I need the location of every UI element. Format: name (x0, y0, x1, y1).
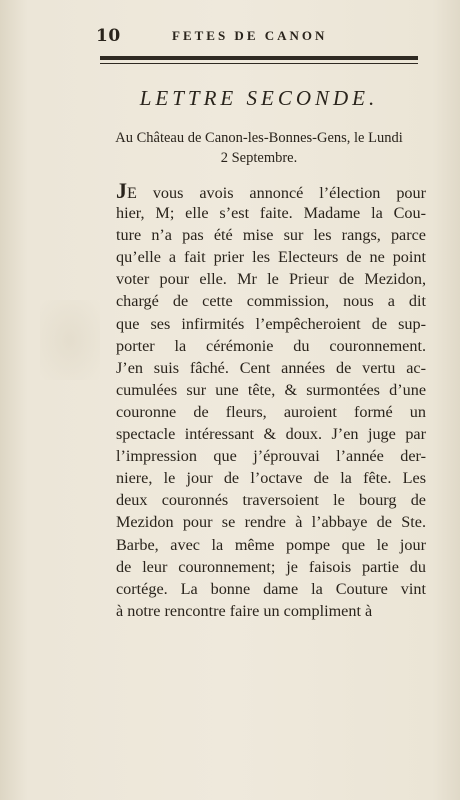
header-rule-thick (100, 56, 418, 60)
page-number: 10 (96, 26, 121, 46)
body-line-15: deux couronnés traversoient le bourg de (116, 491, 426, 510)
body-line-16: Mezidon pour se rendre à l’abbaye de Ste. (116, 513, 426, 532)
body-line-1-text: E vous avois annoncé l’élection pour (127, 184, 426, 202)
paper-stain (40, 300, 100, 380)
body-line-11: couronne de fleurs, auroient formé un (116, 402, 426, 421)
body-line-9: J’en suis fâché. Cent années de vertu ac- (116, 358, 426, 377)
body-line-13: l’impression que j’éprouvai l’année der- (116, 447, 426, 466)
letter-dateline (96, 128, 422, 168)
body-line-20: à notre rencontre faire un compliment à (116, 601, 373, 620)
body-line-19: cortége. La bonne dame la Couture vint (116, 579, 426, 598)
page-header (96, 26, 414, 46)
body-line-6: chargé de cette commission, nous a dit (116, 292, 426, 311)
body-line-14: niere, le jour de l’octave de la fête. Les (116, 469, 426, 488)
body-line-1 (116, 180, 426, 202)
dateline-line-1: Au Château de Canon-les-Bonnes-Gens, le Lundi (115, 130, 403, 146)
letter-title: LETTRE SECONDE. (139, 86, 379, 110)
body-line-10: cumulées sur une tête, & surmontées d’une (116, 380, 426, 399)
body-line-12: spectacle intéressant & doux. J’en juge par (116, 425, 426, 444)
header-rule-thin (100, 63, 418, 64)
body-line-2: hier, M; elle s’est faite. Madame la Cou- (116, 204, 426, 223)
dateline-line-2: 2 Septembre. (220, 150, 298, 166)
drop-cap: J (116, 178, 127, 203)
body-line-4: qu’elle a fait prier les Electeurs de ne point (116, 248, 426, 267)
body-line-8: porter la cérémonie du couronnement. (116, 336, 426, 355)
body-line-17: Barbe, avec la même pompe que le jour (116, 535, 426, 554)
body-line-7: que ses infirmités l’empêcheroient de sup- (116, 314, 426, 333)
body-line-5: voter pour elle. Mr le Prieur de Mezidon, (116, 270, 426, 289)
body-line-18: de leur couronnement; je faisois partie du (116, 557, 426, 576)
running-title: FETES DE CANON (172, 28, 328, 43)
body-line-3: ture n’a pas été mise sur les rangs, parce (116, 226, 426, 245)
letter-body (116, 180, 426, 622)
